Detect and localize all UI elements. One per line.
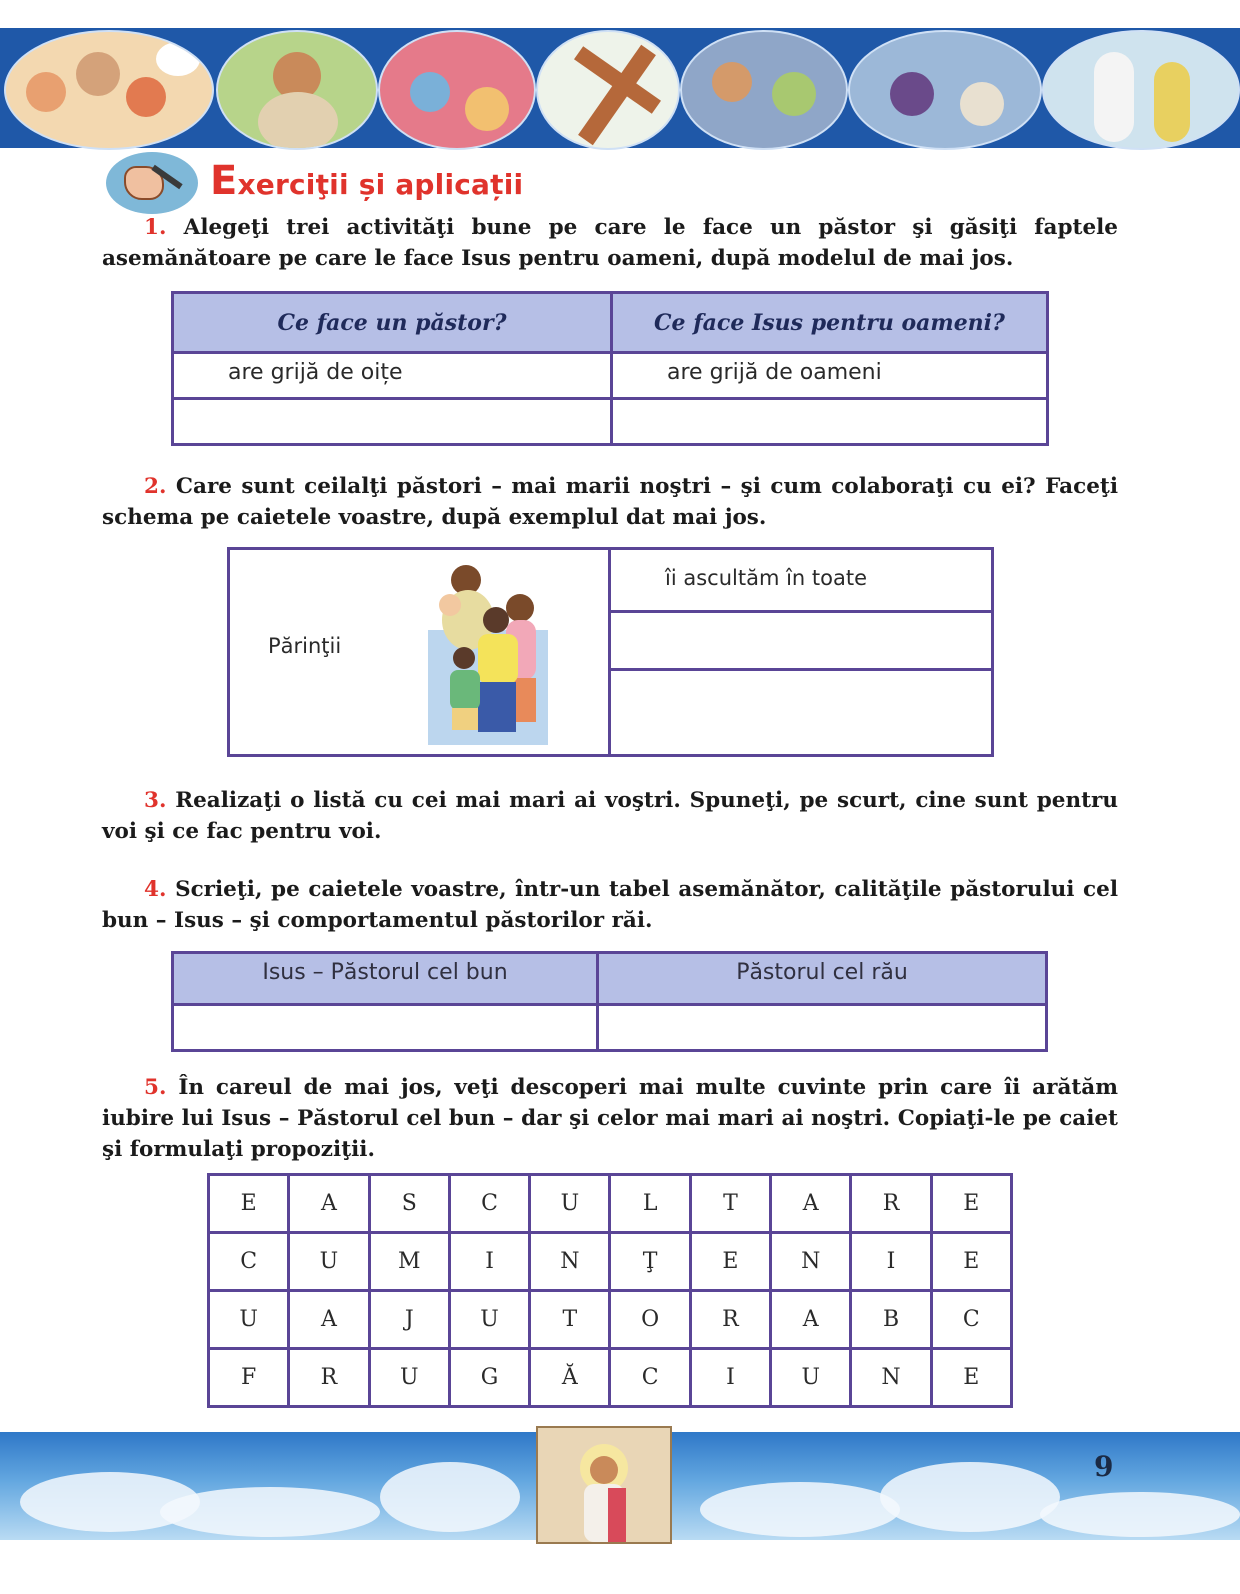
exercise-1-number: 1. [144,215,167,240]
grid-cell: R [851,1175,931,1233]
grid-cell: Ă [530,1349,610,1407]
table-header: Păstorul cel rău [598,953,1047,1005]
schema-left-cell [229,549,610,756]
grid-cell: S [369,1175,449,1233]
grid-cell: I [449,1233,529,1291]
grid-cell: I [851,1233,931,1291]
exercise-3-number: 3. [144,788,167,813]
heading-first-letter: E [210,158,238,204]
grid-cell: U [289,1233,369,1291]
exercise-2-schema [227,547,994,757]
grid-cell: C [931,1291,1011,1349]
grid-cell: U [209,1291,289,1349]
grid-cell: E [931,1175,1011,1233]
grid-cell: T [690,1175,770,1233]
grid-cell: R [289,1349,369,1407]
grid-cell: N [771,1233,851,1291]
grid-cell: O [610,1291,690,1349]
table-cell-empty [173,1005,598,1051]
grid-cell: N [851,1349,931,1407]
exercise-4-number: 4. [144,877,167,902]
illustration-jesus-walking [1042,30,1240,150]
illustration-jesus-teaching [216,30,378,150]
grid-cell: E [209,1175,289,1233]
heading-rest: xerciţii și aplicații [237,168,524,201]
grid-cell: C [209,1233,289,1291]
grid-cell: Ţ [610,1233,690,1291]
illustration-cross [536,30,680,150]
table-cell-empty [612,399,1048,445]
exercise-1-text [102,212,1118,274]
grid-row [209,1349,1012,1407]
exercise-2-number: 2. [144,474,167,499]
schema-right-cell: îi ascultăm în toate [610,549,993,612]
grid-cell: N [530,1233,610,1291]
table-cell-empty [173,399,612,445]
grid-row [209,1291,1012,1349]
grid-cell: L [610,1175,690,1233]
grid-cell: U [369,1349,449,1407]
schema-right-cell-empty [610,612,993,670]
grid-cell: U [771,1349,851,1407]
grid-cell: G [449,1349,529,1407]
table-header: Ce face Isus pentru oameni? [612,293,1048,353]
grid-cell: E [690,1233,770,1291]
illustration-last-supper [680,30,848,150]
exercise-3-instructions: Realizaţi o listă cu cei mai mari ai voştri. Spuneţi, pe scurt, cine sunt pentru voi şi ce fac pentru voi. [102,788,1118,844]
exercise-5-text [102,1072,1118,1165]
grid-cell: T [530,1291,610,1349]
grid-cell: J [369,1291,449,1349]
jesus-illustration [536,1426,672,1544]
section-heading [210,158,523,204]
grid-cell: U [449,1291,529,1349]
exercise-4-table [171,951,1048,1052]
exercise-4-instructions: Scrieţi, pe caietele voastre, într-un tabel asemănător, calităţile păstorului cel bun – Isus – şi comportamentul păstorilor răi. [102,877,1118,933]
exercise-2-instructions: Care sunt ceilalţi păstori – mai marii noştri – şi cum colaboraţi cu ei? Faceţi schema pe caietele voastre, după exemplul dat mai jos. [102,474,1118,530]
exercise-2-text [102,471,1118,533]
exercise-1-table [171,291,1049,446]
grid-cell: U [530,1175,610,1233]
header-banner [0,28,1240,148]
exercise-3-text [102,785,1118,847]
illustration-temple [848,30,1042,150]
family-illustration [428,560,558,750]
exercise-5-number: 5. [144,1075,167,1100]
grid-cell: E [931,1233,1011,1291]
grid-row [209,1233,1012,1291]
word-search-grid [207,1173,1013,1408]
grid-cell: A [771,1175,851,1233]
grid-cell: R [690,1291,770,1349]
grid-cell: A [289,1175,369,1233]
illustration-children [4,30,214,150]
grid-cell: M [369,1233,449,1291]
grid-cell: C [449,1175,529,1233]
grid-cell: A [771,1291,851,1349]
schema-right-cell-empty [610,670,993,756]
table-cell-empty [598,1005,1047,1051]
table-cell: are grijă de oițe [173,353,612,399]
schema-label-parents: Părinţii [268,634,342,658]
page-number: 9 [1094,1450,1114,1483]
pen-hand-icon [106,152,198,214]
grid-cell: E [931,1349,1011,1407]
grid-cell: I [690,1349,770,1407]
exercise-1-instructions: Alegeţi trei activităţi bune pe care le face un păstor şi găsiţi faptele asemănătoare pe care le face Isus pentru oameni, după modelul de mai jos. [102,215,1118,271]
table-cell: are grijă de oameni [612,353,1048,399]
illustration-crowd [378,30,536,150]
grid-cell: A [289,1291,369,1349]
table-header: Ce face un păstor? [173,293,612,353]
exercise-4-text [102,874,1118,936]
table-header: Isus – Păstorul cel bun [173,953,598,1005]
grid-row [209,1175,1012,1233]
grid-cell: B [851,1291,931,1349]
exercise-5-instructions: În careul de mai jos, veţi descoperi mai multe cuvinte prin care îi arătăm iubire lui Isus – Păstorul cel bun – dar şi celor mai mari ai noştri. Copiaţi-le pe caiet şi formulaţi propoziţii. [102,1075,1118,1162]
grid-cell: C [610,1349,690,1407]
grid-cell: F [209,1349,289,1407]
